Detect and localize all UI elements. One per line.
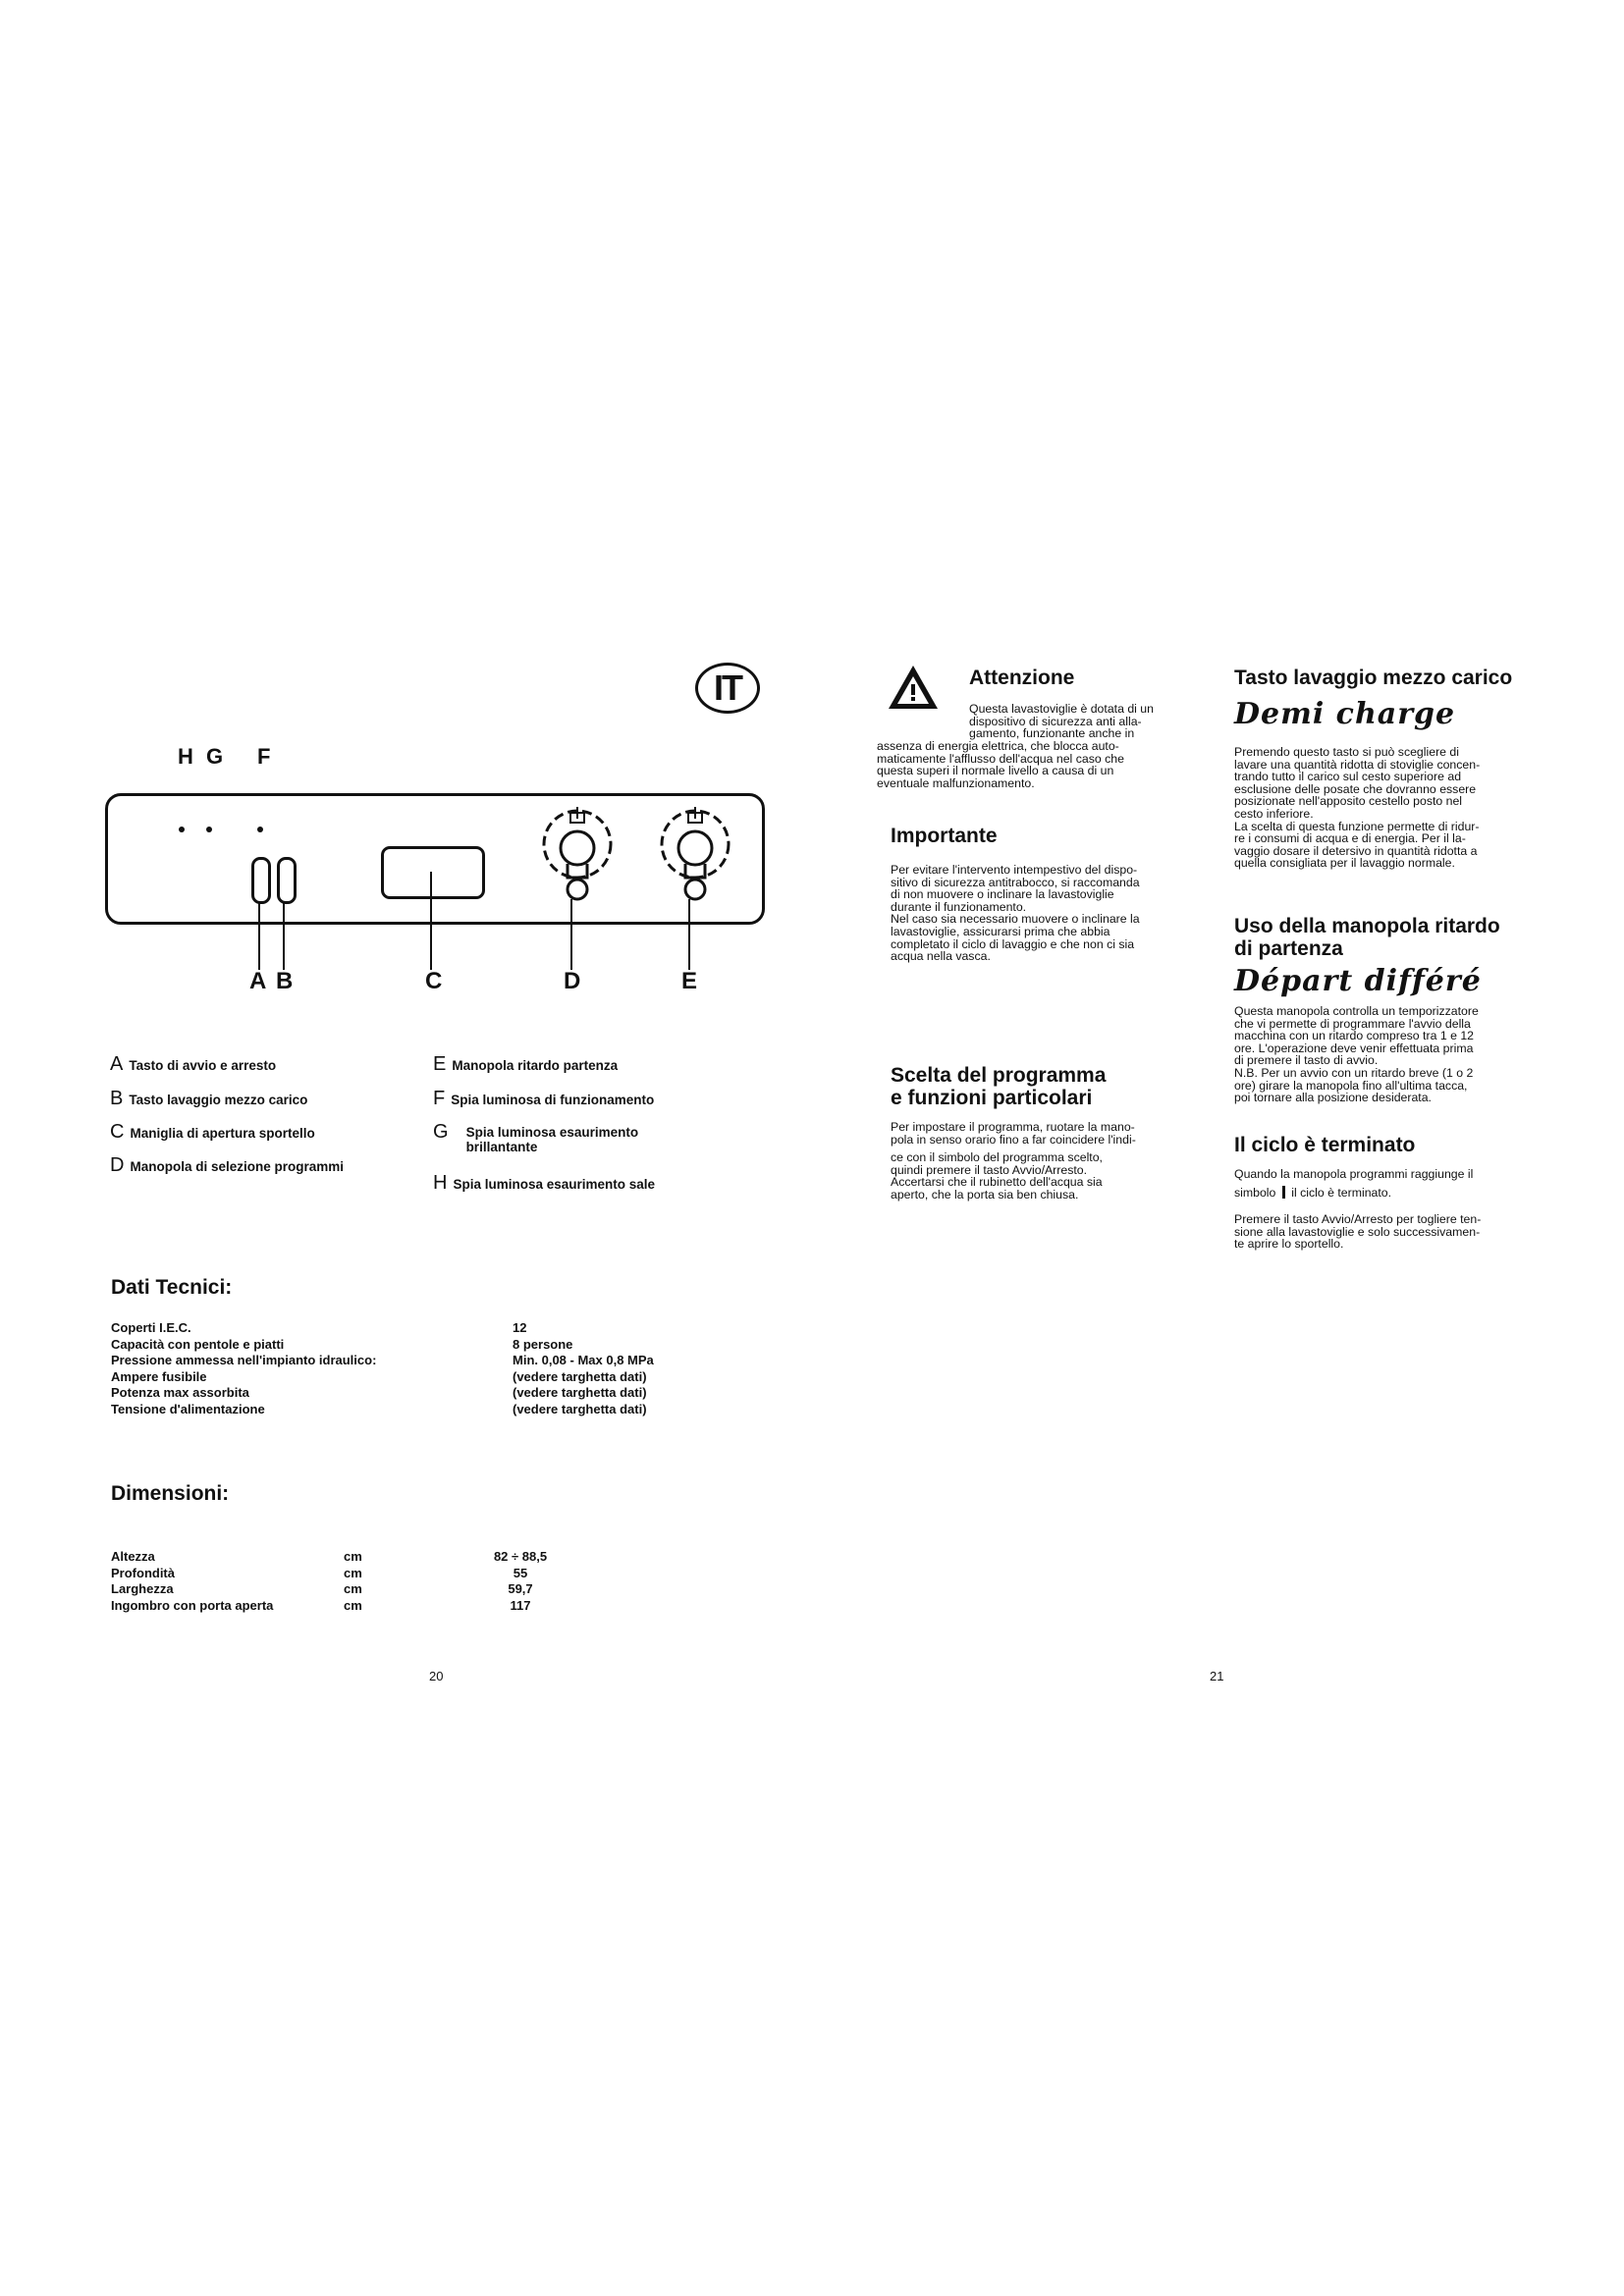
ritardo-heading: Uso della manopola ritardo di partenza [1234,915,1500,960]
tech-data-table: Coperti I.E.C. 12 Capacità con pentole e piatti 8 persone Pressione ammessa nell'impianto idraulico: Min. 0,08 - Max 0,8 MPa Ampere fusibile (vedere targhetta dati) Potenza max assorbita (vedere targhetta dati) Tensione d'alimentazione (vedere targhetta dati) [111,1320,654,1416]
program-knob-icon [538,805,617,907]
legend-item: C Maniglia di apertura sportello [110,1121,315,1143]
attenzione-heading: Attenzione [969,667,1075,689]
legend-item: D Manopola di selezione programmi [110,1154,344,1176]
legend-item: E Manopola ritardo partenza [433,1053,619,1075]
end-symbol-icon [1282,1186,1285,1199]
importante-heading: Importante [891,825,998,847]
label-b: B [276,968,294,994]
legend-item: A Tasto di avvio e arresto [110,1053,277,1075]
attenzione-text: assenza di energia elettrica, che blocca auto- maticamente l'afflusso dell'acqua nel caso che questa superi il normale livello a causa di un eventuale malfunzionamento. [877,739,1124,790]
leader-line-a [258,901,260,970]
label-h: H [178,744,193,769]
legend-item: H Spia luminosa esaurimento sale [433,1172,656,1194]
page-number-right: 21 [1210,1669,1224,1683]
delay-knob-icon [656,805,734,907]
leader-line-e [688,899,690,970]
scelta-heading: Scelta del programma e funzioni particolari [891,1064,1107,1109]
mezzo-carico-text: Premendo questo tasto si può scegliere di lavare una quantità ridotta di stoviglie concen- trando tutto il carico sul cesto superiore ad esclusione delle posate che dovranno essere posizionate nell'apposito cestello posto nel cesto inferiore. La scelta di questa funzione permette di ridur- re i consumi di acqua e di energia. Per il la- vaggio dosare il detersivo in quantità ridotta a quella consigliata per il lavaggio normale. [1234,745,1481,871]
label-c: C [425,968,443,994]
indicator-light-g [206,827,212,832]
legend-item: B Tasto lavaggio mezzo carico [110,1088,308,1109]
indicator-light-f [257,827,263,832]
warning-triangle-icon [887,664,940,711]
label-g: G [206,744,224,769]
dimensions-table: Altezza cm 82 ÷ 88,5 Profondità cm 55 Larghezza cm 59,7 Ingombro con porta aperta cm 117 [111,1549,548,1613]
label-f: F [257,744,271,769]
dimensions-heading: Dimensioni: [111,1482,230,1505]
leader-line-b [283,901,285,970]
tech-data-heading: Dati Tecnici: [111,1276,233,1299]
ritardo-text: Questa manopola controlla un temporizzatore che vi permette di programmare l'avvio della macchina con un ritardo compreso tra 1 e 12 ore. L'operazione deve venir effettuata prima di premere il tasto di avvio. N.B. Per un avvio con un ritardo breve (1 o 2 ore) girare la manopola fino all'ultima tacca, poi tornare alla posizione desiderata. [1234,1004,1479,1105]
language-badge: IT [695,663,760,714]
leader-line-c [430,872,432,970]
attenzione-text-indented: Questa lavastoviglie è dotata di un dispositivo di sicurezza anti alla- gamento, funzionante anche in [969,702,1154,741]
importante-text: Per evitare l'intervento intempestivo del dispo- sitivo di sicurezza antitrabocco, si raccomanda di non muovere o inclinare la lavastoviglie durante il funzionamento. Nel caso sia necessario muovere o inclinare la lavastoviglie, assicurarsi prima che abbia completato il ciclo di lavaggio e che non ci sia acqua nella vasca. [891,863,1140,964]
leader-line-d [570,899,572,970]
half-load-button-diagram [277,857,297,904]
label-e: E [681,968,698,994]
demi-charge-label: Demi charge [1234,697,1456,731]
indicator-light-h [179,827,185,832]
depart-differe-label: Départ différé [1234,964,1482,998]
ciclo-heading: Il ciclo è terminato [1234,1134,1416,1156]
ciclo-text-2: Premere il tasto Avvio/Arresto per togliere ten- sione alla lavastoviglie e solo successivamen- te aprire lo sportello. [1234,1212,1482,1252]
mezzo-carico-heading: Tasto lavaggio mezzo carico [1234,667,1513,689]
page-number-left: 20 [429,1669,444,1683]
label-a: A [249,968,267,994]
scelta-text: Per impostare il programma, ruotare la mano- pola in senso orario fino a far coincidere l'indi- ce con il simbolo del programma scelto, quindi premere il tasto Avvio/Arresto. Accertarsi che il rubinetto dell'acqua sia aperto, che la porta sia ben chiusa. [891,1120,1136,1201]
ciclo-text: Quando la manopola programmi raggiunge il simbolo il ciclo è terminato. [1234,1167,1474,1200]
label-d: D [564,968,581,994]
start-stop-button-diagram [251,857,271,904]
legend-item: G Spia luminosa esaurimento brillantante [433,1121,639,1154]
legend-item: F Spia luminosa di funzionamento [433,1088,655,1109]
door-handle-diagram [381,846,485,899]
